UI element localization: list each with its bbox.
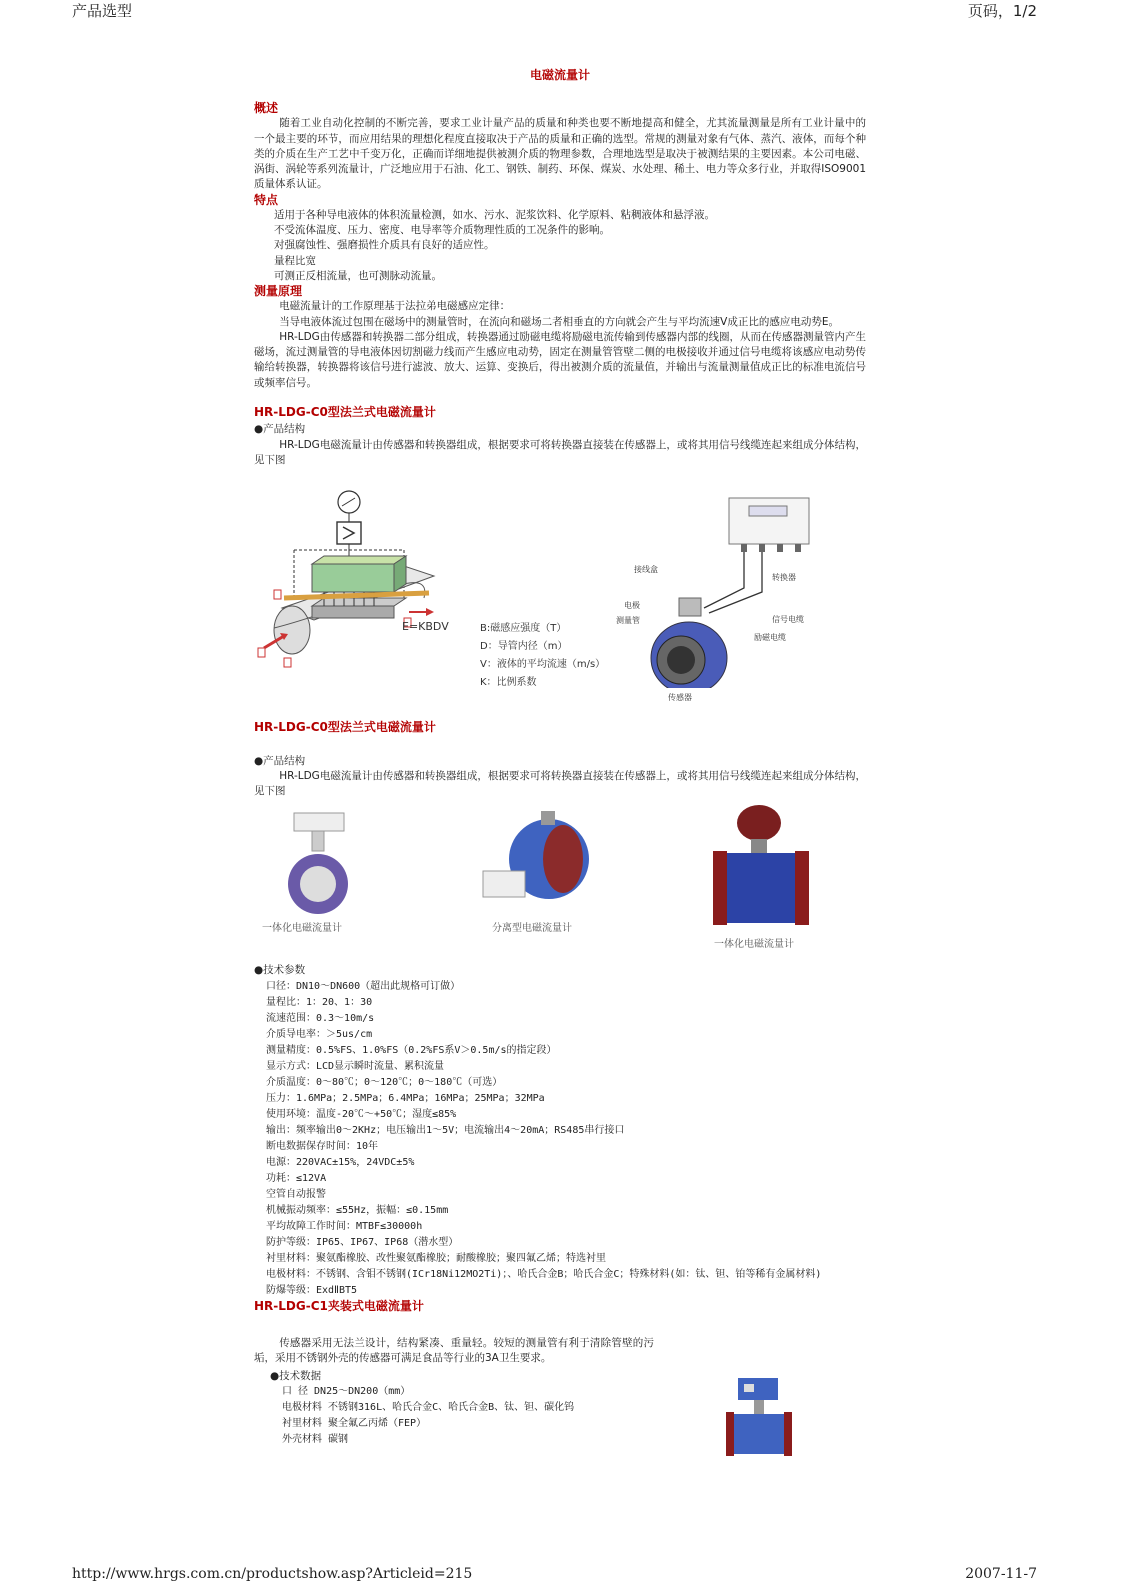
spec-item: 防护等级：IP65、IP67、IP68（潜水型） xyxy=(266,1236,459,1248)
header-page-number: 页码，1/2 xyxy=(967,2,1037,20)
spec-item: 机械振动频率：≤55Hz，振幅：≤0.15mm xyxy=(266,1204,449,1216)
section1-heading: HR-LDG-C0型法兰式电磁流量计 xyxy=(254,405,436,420)
spec-item: 介质温度：0～80℃；0～120℃；0～180℃（可选） xyxy=(266,1076,503,1088)
section3-sub: ●技术数据 xyxy=(270,1369,322,1382)
spec-item: 压力：1.6MPa；2.5MPa；6.4MPa；16MPa；25MPa；32MPa xyxy=(266,1092,545,1104)
formula: E=KBDV xyxy=(402,620,449,634)
legend-item: B:磁感应强度（T） xyxy=(480,623,567,635)
spec-title: ●技术参数 xyxy=(254,964,306,977)
spec-item: 衬里材料：聚氨酯橡胶、改性聚氨酯橡胶；耐酸橡胶；聚四氟乙烯；特选衬里 xyxy=(266,1252,606,1264)
features-heading: 特点 xyxy=(254,192,279,207)
separate-flowmeter-photo xyxy=(479,809,599,919)
magnetic-field-diagram xyxy=(254,488,464,688)
spec-item: 防爆等级：ExdⅡBT5 xyxy=(266,1284,358,1296)
section2-sub: ●产品结构 xyxy=(254,754,306,767)
footer-url: http://www.hrgs.com.cn/productshow.asp?Articleid=215 xyxy=(72,1566,473,1582)
product-photos xyxy=(254,809,866,957)
overview-heading: 概述 xyxy=(254,101,279,116)
principle-heading: 测量原理 xyxy=(254,284,303,299)
header-left: 产品选型 xyxy=(72,2,133,20)
principle-p2: 当导电液体流过包围在磁场中的测量管时，在流向和磁场二者相垂直的方向就会产生与平均流速V成正比的感应电动势E。 xyxy=(279,315,840,328)
section3-heading: HR-LDG-C1夹装式电磁流量计 xyxy=(254,1298,424,1313)
flowmeter-assembly-drawing xyxy=(609,488,839,688)
label-sensor: 传感器 xyxy=(668,693,692,703)
footer-date: 2007-11-7 xyxy=(965,1566,1037,1582)
feature-item: 不受流体温度、压力、密度、电导率等介质物理性质的工况条件的影响。 xyxy=(274,224,610,237)
spec-item: 口径：DN10～DN600（超出此规格可订做） xyxy=(266,980,461,992)
tech-data-item: 电极材料 不锈钢316L、哈氏合金C、哈氏合金B、钛、钽、碳化钨 xyxy=(282,1401,575,1413)
section1-sub: ●产品结构 xyxy=(254,423,306,436)
principle-p1: 电磁流量计的工作原理基于法拉弟电磁感应定律： xyxy=(279,300,511,313)
spec-item: 测量精度：0.5%FS、1.0%FS（0.2%FS系V＞0.5m/s的指定段） xyxy=(266,1044,557,1056)
integrated-flowmeter-photo xyxy=(274,809,364,919)
section3-body xyxy=(254,1336,866,1486)
feature-item: 适用于各种导电液体的体积流量检测，如水、污水、泥浆饮料、化学原料、粘稠液体和悬浮液。 xyxy=(274,208,715,221)
page-title: 电磁流量计 xyxy=(529,68,590,82)
clamp-flowmeter-photo xyxy=(724,1376,794,1456)
principle-p3: HR-LDG由传感器和转换器二部分组成，转换器通过励磁电缆将励磁电流传输到传感器内部的线圈，从而在传感器测量管内产生磁场，流过测量管的导电液体因切割磁力线而产生感应电动势，固定在测量管管壁二侧的电极接收并通过信号电缆将该感应电动势传输给转换器，转换器将该信号进行滤波、放大、运算、变换后，得出被测介质的流量值，并输出与流量测量值成正比的标准电流信号或频率信号。 xyxy=(254,330,866,389)
label-measuring-tube: 测量管 xyxy=(616,616,640,626)
label-junction-box: 接线盒 xyxy=(634,565,658,575)
section3-text: 传感器采用无法兰设计，结构紧凑、重量轻。较短的测量管有利于清除管壁的污垢，采用不锈钢外壳的传感器可满足食品等行业的3A卫生要求。 xyxy=(254,1337,654,1365)
spec-item: 空管自动报警 xyxy=(266,1188,326,1200)
spec-item: 电极材料：不锈钢、含钼不锈钢(ICr18Ni12MO2Ti)；、哈氏合金B；哈氏合金C；特殊材料(如：钛、钽、铂等稀有金属材料) xyxy=(266,1268,822,1280)
label-excitation-cable: 励磁电缆 xyxy=(754,633,786,643)
photo-caption: 一体化电磁流量计 xyxy=(262,923,342,935)
spec-item: 电源：220VAC±15%，24VDC±5% xyxy=(266,1156,415,1168)
spec-item: 平均故障工作时间：MTBF≤30000h xyxy=(266,1220,423,1232)
principle-figure xyxy=(254,468,866,704)
spec-item: 量程比：1：20、1：30 xyxy=(266,996,373,1008)
label-electrode: 电极 xyxy=(624,601,640,611)
photo-caption: 一体化电磁流量计 xyxy=(714,939,794,951)
feature-item: 量程比宽 xyxy=(274,254,316,267)
tech-data-item: 口 径 DN25～DN200（mm） xyxy=(282,1385,411,1397)
spec-item: 显示方式：LCD显示瞬时流量、累积流量 xyxy=(266,1060,445,1072)
spec-item: 介质导电率：＞5us/cm xyxy=(266,1028,373,1040)
photo-caption: 分离型电磁流量计 xyxy=(492,923,572,935)
feature-item: 对强腐蚀性、强磨损性介质具有良好的适应性。 xyxy=(274,239,495,252)
legend-item: V：液体的平均流速（m/s） xyxy=(480,659,606,671)
integrated-flowmeter-photo xyxy=(709,801,819,931)
spec-item: 使用环境：温度-20℃～+50℃；湿度≤85% xyxy=(266,1108,457,1120)
label-signal-cable: 信号电缆 xyxy=(772,615,804,625)
section1-text: HR-LDG电磁流量计由传感器和转换器组成，根据要求可将转换器直接装在传感器上，或将其用信号线缆连起来组成分体结构，见下图 xyxy=(254,438,866,466)
label-converter: 转换器 xyxy=(772,573,796,583)
spec-item: 流速范围：0.3～10m/s xyxy=(266,1012,375,1024)
section2-text: HR-LDG电磁流量计由传感器和转换器组成，根据要求可将转换器直接装在传感器上，或将其用信号线缆连起来组成分体结构，见下图 xyxy=(254,769,866,798)
section2-heading: HR-LDG-C0型法兰式电磁流量计 xyxy=(254,720,436,735)
spec-item: 断电数据保存时间：10年 xyxy=(266,1140,379,1152)
legend-item: D：导管内径（m） xyxy=(480,641,568,653)
tech-data-item: 衬里材料 聚全氟乙丙烯（FEP） xyxy=(282,1417,427,1429)
spec-item: 输出：频率输出0～2KHz；电压输出1～5V；电流输出4～20mA；RS485串行接口 xyxy=(266,1124,625,1136)
formula-legend xyxy=(480,620,605,692)
overview-text: 随着工业自动化控制的不断完善，要求工业计量产品的质量和种类也要不断地提高和健全，尤其流量测量是所有工业计量中的一个最主要的环节，而应用结果的理想化程度直接取决于产品的质量和正确的选型。常规的测量对象有气体、蒸汽、液体，而每个种类的介质在生产工艺中千变万化，正确而详细地提供被测介质的物理参数，合理地选型是取决于被测结果的主要因素。本公司电磁、涡街、涡轮等系列流量计，广泛地应用于石油、化工、钢铁、制药、环保、煤炭、水处理、稀土、电力等众多行业，并取得ISO9001质量体系认证。 xyxy=(254,117,866,191)
spec-item: 功耗：≤12VA xyxy=(266,1172,327,1184)
legend-item: K：比例系数 xyxy=(480,677,537,689)
tech-data-item: 外壳材料 碳钢 xyxy=(282,1433,349,1445)
document-body xyxy=(254,68,866,1486)
feature-item: 可测正反相流量，也可测脉动流量。 xyxy=(274,269,442,282)
